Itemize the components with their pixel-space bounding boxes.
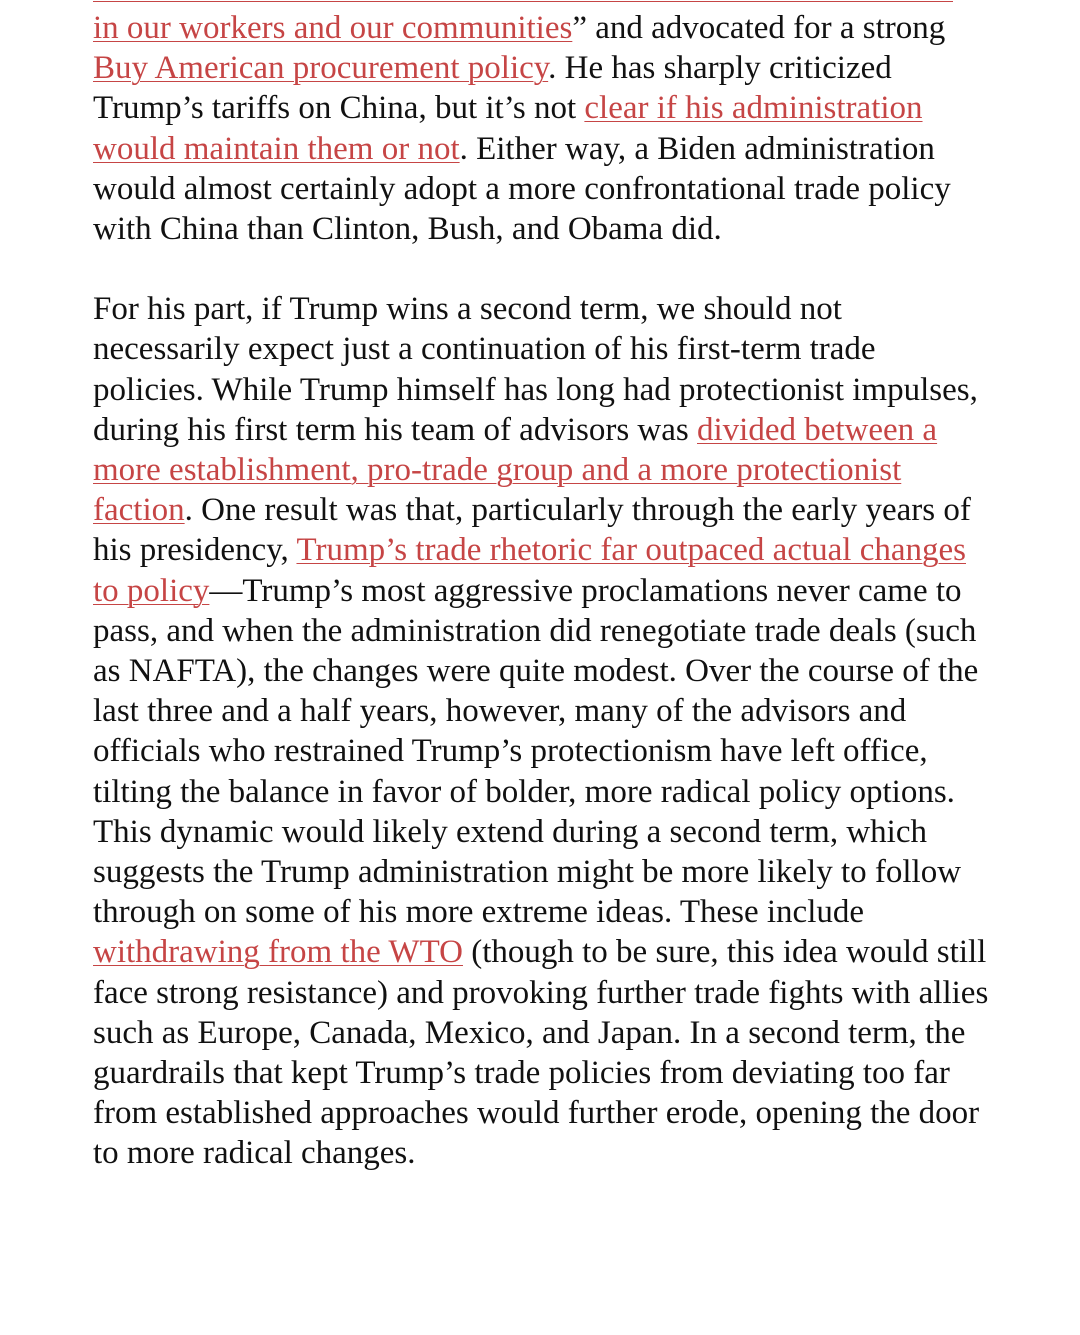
paragraph-biden-trade — [93, 8, 993, 249]
link-buy-american[interactable]: Buy American procurement policy — [93, 50, 549, 87]
text-segment: . He has sharply criticized Trump’s tariffs on China, but it’s not — [93, 50, 892, 127]
link-withdraw-wto[interactable]: withdrawing from the WTO — [93, 934, 463, 971]
link-maintain-tariffs[interactable]: clear if his administration would maintain them or not — [93, 90, 923, 167]
link-trade-rhetoric[interactable]: Trump’s trade rhetoric far outpaced actual changes to policy — [93, 532, 966, 609]
clipped-link-underline — [93, 0, 953, 3]
text-segment: . Either way, a Biden administration would almost certainly adopt a more confrontational trade policy with China than Clinton, Bush, and Obama did. — [93, 130, 951, 248]
text-segment: ” and advocated for a strong — [572, 10, 946, 46]
link-workers-communities[interactable]: in our workers and our communities — [93, 10, 573, 46]
article-body — [93, 8, 993, 1214]
text-segment: (though to be sure, this idea would still face strong resistance) and provoking further trade fights with allies such as Europe, Canada, Mexico, and Japan. In a second term, the guardrails that kept Trump’s trade policies from deviating too far from established approaches would further erode, opening the door to more radical changes. — [93, 934, 989, 1172]
text-segment: . One result was that, particularly through the early years of his presidency, — [93, 492, 971, 569]
text-segment: —Trump’s most aggressive proclamations never came to pass, and when the administration did renegotiate trade deals (such as NAFTA), the changes were quite modest. Over the course of the last three and a half years, however, many of the advisors and officials who restrained Trump’s protectionism have left office, tilting the balance in favor of bolder, more radical policy options. This dynamic would likely extend during a second term, which suggests the Trump administration might be more likely to follow through on some of his more extreme ideas. These include — [93, 572, 979, 931]
link-advisors-divided[interactable]: divided between a more establishment, pro-trade group and a more protectionist faction — [93, 411, 938, 529]
paragraph-trump-second-term — [93, 289, 993, 1173]
text-segment: For his part, if Trump wins a second term, we should not necessarily expect just a continuation of his first-term trade policies. While Trump himself has long had protectionist impulses, during his first term his team of advisors was — [93, 291, 978, 448]
